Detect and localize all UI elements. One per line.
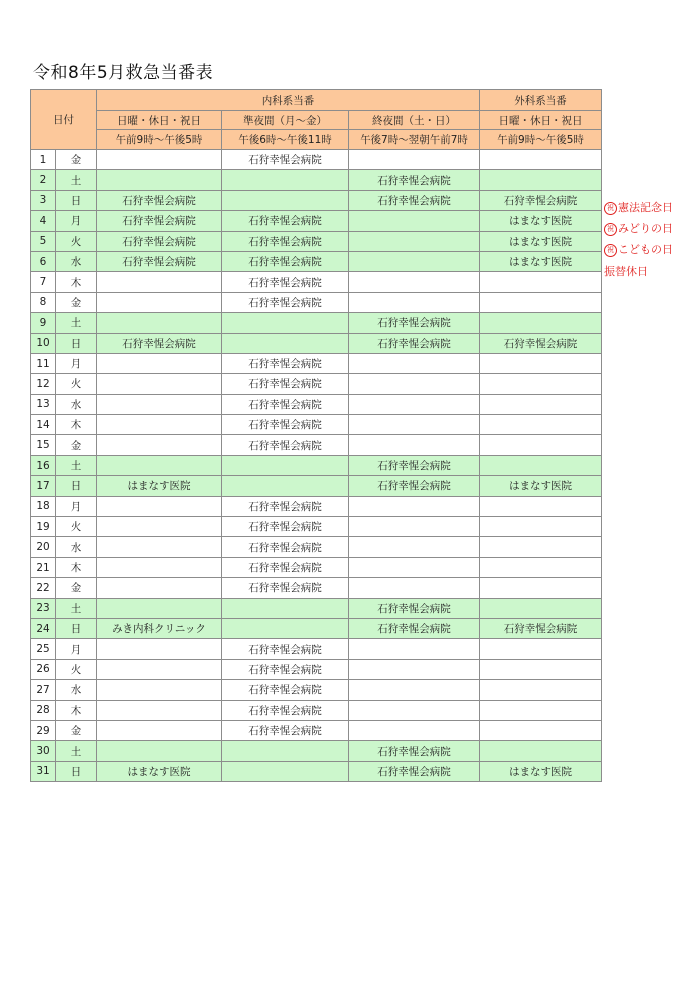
day-number-cell: 28 [31,700,56,720]
weekday-cell: 月 [56,496,97,516]
table-row [31,557,602,577]
internal-semi-night-cell [222,313,349,333]
day-number-cell: 31 [31,761,56,781]
table-row [31,720,602,740]
internal-semi-night-cell: 石狩幸惺会病院 [222,231,349,251]
internal-semi-night-cell: 石狩幸惺会病院 [222,353,349,373]
internal-holiday-day-cell [97,292,222,312]
table-row [31,496,602,516]
weekday-cell: 金 [56,150,97,170]
internal-semi-night-cell [222,455,349,475]
internal-semi-night-cell: 石狩幸惺会病院 [222,659,349,679]
internal-semi-night-cell [222,598,349,618]
internal-semi-night-cell: 石狩幸惺会病院 [222,211,349,231]
surgery-holiday-day-cell [480,639,602,659]
internal-all-night-cell [349,150,480,170]
weekday-cell: 金 [56,720,97,740]
internal-holiday-day-cell [97,639,222,659]
weekday-cell: 土 [56,598,97,618]
surgery-holiday-day-cell [480,435,602,455]
surgery-holiday-day-cell: はまなす医院 [480,761,602,781]
table-row [31,761,602,781]
weekday-cell: 水 [56,537,97,557]
surgery-holiday-day-cell [480,537,602,557]
holiday-mark-icon: 祝 [604,244,617,257]
internal-holiday-day-cell [97,150,222,170]
day-number-cell: 20 [31,537,56,557]
internal-semi-night-cell: 石狩幸惺会病院 [222,496,349,516]
table-row [31,455,602,475]
surgery-holiday-day-cell: 石狩幸惺会病院 [480,190,602,210]
internal-semi-night-cell [222,170,349,190]
surgery-holiday-day-cell [480,700,602,720]
internal-holiday-day-cell [97,741,222,761]
internal-medicine-group-header: 内科系当番 [97,90,480,111]
column-header-hours: 午前9時～午後5時 [480,130,602,150]
weekday-cell: 木 [56,557,97,577]
holiday-name: こどもの日 [618,243,673,257]
weekday-cell: 火 [56,231,97,251]
internal-holiday-day-cell: 石狩幸惺会病院 [97,211,222,231]
internal-all-night-cell [349,231,480,251]
internal-holiday-day-cell [97,557,222,577]
surgery-holiday-day-cell: 石狩幸惺会病院 [480,618,602,638]
surgery-group-header: 外科系当番 [480,90,602,111]
weekday-cell: 土 [56,741,97,761]
surgery-holiday-day-cell: 石狩幸惺会病院 [480,333,602,353]
internal-semi-night-cell: 石狩幸惺会病院 [222,251,349,271]
day-number-cell: 24 [31,618,56,638]
internal-holiday-day-cell: 石狩幸惺会病院 [97,251,222,271]
weekday-cell: 火 [56,374,97,394]
holiday-mark-icon: 祝 [604,223,617,236]
weekday-cell: 日 [56,761,97,781]
internal-all-night-cell [349,251,480,271]
internal-holiday-day-cell: 石狩幸惺会病院 [97,190,222,210]
internal-holiday-day-cell [97,659,222,679]
table-row [31,700,602,720]
surgery-holiday-day-cell: はまなす医院 [480,251,602,271]
holiday-name: 振替休日 [604,264,648,278]
internal-semi-night-cell: 石狩幸惺会病院 [222,435,349,455]
internal-semi-night-cell [222,333,349,353]
internal-all-night-cell: 石狩幸惺会病院 [349,618,480,638]
table-row [31,150,602,170]
internal-all-night-cell [349,272,480,292]
surgery-holiday-day-cell [480,517,602,537]
internal-semi-night-cell: 石狩幸惺会病院 [222,374,349,394]
day-number-cell: 5 [31,231,56,251]
internal-all-night-cell: 石狩幸惺会病院 [349,741,480,761]
surgery-holiday-day-cell: はまなす医院 [480,476,602,496]
internal-semi-night-cell [222,190,349,210]
table-row [31,639,602,659]
internal-all-night-cell [349,517,480,537]
surgery-holiday-day-cell [480,741,602,761]
internal-all-night-cell [349,211,480,231]
internal-all-night-cell [349,496,480,516]
table-row [31,598,602,618]
day-number-cell: 30 [31,741,56,761]
internal-semi-night-cell: 石狩幸惺会病院 [222,150,349,170]
weekday-cell: 金 [56,578,97,598]
internal-all-night-cell: 石狩幸惺会病院 [349,761,480,781]
internal-holiday-day-cell [97,700,222,720]
table-row [31,394,602,414]
internal-holiday-day-cell: 石狩幸惺会病院 [97,231,222,251]
surgery-holiday-day-cell [480,455,602,475]
internal-all-night-cell: 石狩幸惺会病院 [349,190,480,210]
surgery-holiday-day-cell [480,578,602,598]
day-number-cell: 8 [31,292,56,312]
surgery-holiday-day-cell [480,659,602,679]
column-header-hours: 午後7時～翌朝午前7時 [349,130,480,150]
internal-all-night-cell [349,353,480,373]
date-header: 日付 [31,90,97,150]
holiday-note [604,241,673,257]
day-number-cell: 21 [31,557,56,577]
internal-all-night-cell: 石狩幸惺会病院 [349,170,480,190]
weekday-cell: 火 [56,659,97,679]
day-number-cell: 26 [31,659,56,679]
internal-holiday-day-cell [97,313,222,333]
internal-semi-night-cell: 石狩幸惺会病院 [222,578,349,598]
holiday-note [604,220,673,236]
weekday-cell: 木 [56,272,97,292]
internal-semi-night-cell: 石狩幸惺会病院 [222,639,349,659]
holiday-name: みどりの日 [618,222,673,236]
surgery-holiday-day-cell [480,150,602,170]
surgery-holiday-day-cell [480,272,602,292]
holiday-note [604,263,648,279]
internal-holiday-day-cell: はまなす医院 [97,476,222,496]
internal-all-night-cell [349,435,480,455]
day-number-cell: 16 [31,455,56,475]
internal-all-night-cell [349,557,480,577]
day-number-cell: 3 [31,190,56,210]
surgery-holiday-day-cell [480,353,602,373]
internal-holiday-day-cell: 石狩幸惺会病院 [97,333,222,353]
day-number-cell: 17 [31,476,56,496]
table-row [31,659,602,679]
day-number-cell: 4 [31,211,56,231]
holiday-note [604,199,673,215]
internal-all-night-cell: 石狩幸惺会病院 [349,313,480,333]
table-row [31,272,602,292]
internal-semi-night-cell: 石狩幸惺会病院 [222,415,349,435]
internal-all-night-cell [349,720,480,740]
internal-semi-night-cell [222,476,349,496]
internal-all-night-cell [349,680,480,700]
day-number-cell: 1 [31,150,56,170]
day-number-cell: 9 [31,313,56,333]
table-row [31,741,602,761]
table-row [31,292,602,312]
internal-semi-night-cell: 石狩幸惺会病院 [222,394,349,414]
column-header-hours: 午後6時～午後11時 [222,130,349,150]
weekday-cell: 土 [56,313,97,333]
internal-all-night-cell [349,394,480,414]
day-number-cell: 10 [31,333,56,353]
day-number-cell: 12 [31,374,56,394]
weekday-cell: 水 [56,680,97,700]
roster-body [31,150,602,782]
table-row [31,251,602,271]
internal-holiday-day-cell [97,415,222,435]
day-number-cell: 25 [31,639,56,659]
day-number-cell: 6 [31,251,56,271]
duty-roster-table [30,89,602,782]
surgery-holiday-day-cell [480,720,602,740]
surgery-holiday-day-cell [480,598,602,618]
internal-all-night-cell [349,578,480,598]
weekday-cell: 金 [56,292,97,312]
internal-holiday-day-cell [97,455,222,475]
day-number-cell: 29 [31,720,56,740]
table-row [31,313,602,333]
internal-holiday-day-cell [97,598,222,618]
internal-holiday-day-cell [97,496,222,516]
internal-holiday-day-cell [97,537,222,557]
internal-all-night-cell: 石狩幸惺会病院 [349,598,480,618]
internal-holiday-day-cell [97,720,222,740]
table-row [31,170,602,190]
internal-semi-night-cell [222,618,349,638]
weekday-cell: 日 [56,618,97,638]
day-number-cell: 15 [31,435,56,455]
surgery-holiday-day-cell [480,313,602,333]
internal-holiday-day-cell: はまなす医院 [97,761,222,781]
table-row [31,680,602,700]
internal-holiday-day-cell [97,517,222,537]
page-title: 令和8年5月救急当番表 [33,63,214,83]
surgery-holiday-day-cell [480,292,602,312]
internal-all-night-cell [349,292,480,312]
table-row [31,211,602,231]
internal-holiday-day-cell [97,272,222,292]
weekday-cell: 木 [56,700,97,720]
internal-semi-night-cell: 石狩幸惺会病院 [222,720,349,740]
internal-all-night-cell: 石狩幸惺会病院 [349,333,480,353]
internal-all-night-cell: 石狩幸惺会病院 [349,455,480,475]
weekday-cell: 金 [56,435,97,455]
internal-holiday-day-cell [97,680,222,700]
table-row [31,517,602,537]
internal-all-night-cell [349,537,480,557]
weekday-cell: 水 [56,251,97,271]
internal-all-night-cell [349,415,480,435]
day-number-cell: 19 [31,517,56,537]
internal-holiday-day-cell [97,578,222,598]
internal-semi-night-cell [222,761,349,781]
weekday-cell: 土 [56,455,97,475]
weekday-cell: 水 [56,394,97,414]
table-row [31,415,602,435]
day-number-cell: 14 [31,415,56,435]
surgery-holiday-day-cell [480,170,602,190]
weekday-cell: 日 [56,190,97,210]
holiday-mark-icon: 祝 [604,202,617,215]
table-row [31,476,602,496]
internal-holiday-day-cell [97,394,222,414]
day-number-cell: 23 [31,598,56,618]
surgery-holiday-day-cell: はまなす医院 [480,211,602,231]
internal-all-night-cell: 石狩幸惺会病院 [349,476,480,496]
internal-semi-night-cell [222,741,349,761]
surgery-holiday-day-cell: はまなす医院 [480,231,602,251]
table-row [31,578,602,598]
weekday-cell: 日 [56,476,97,496]
table-row [31,353,602,373]
day-number-cell: 13 [31,394,56,414]
internal-all-night-cell [349,700,480,720]
weekday-cell: 日 [56,333,97,353]
internal-semi-night-cell: 石狩幸惺会病院 [222,537,349,557]
weekday-cell: 土 [56,170,97,190]
table-row [31,618,602,638]
column-header-label: 準夜間（月～金） [222,111,349,130]
internal-holiday-day-cell [97,374,222,394]
holiday-name: 憲法記念日 [618,200,673,214]
internal-all-night-cell [349,659,480,679]
internal-holiday-day-cell [97,170,222,190]
internal-holiday-day-cell [97,353,222,373]
surgery-holiday-day-cell [480,557,602,577]
table-row [31,435,602,455]
day-number-cell: 7 [31,272,56,292]
column-header-label: 日曜・休日・祝日 [97,111,222,130]
internal-all-night-cell [349,639,480,659]
weekday-cell: 月 [56,353,97,373]
table-row [31,333,602,353]
weekday-cell: 月 [56,211,97,231]
table-row [31,231,602,251]
column-header-hours: 午前9時～午後5時 [97,130,222,150]
day-number-cell: 22 [31,578,56,598]
surgery-holiday-day-cell [480,394,602,414]
weekday-cell: 月 [56,639,97,659]
internal-holiday-day-cell [97,435,222,455]
column-header-label: 日曜・休日・祝日 [480,111,602,130]
day-number-cell: 11 [31,353,56,373]
internal-holiday-day-cell: みき内科クリニック [97,618,222,638]
surgery-holiday-day-cell [480,415,602,435]
surgery-holiday-day-cell [480,680,602,700]
table-row [31,537,602,557]
weekday-cell: 木 [56,415,97,435]
day-number-cell: 18 [31,496,56,516]
table-row [31,374,602,394]
internal-semi-night-cell: 石狩幸惺会病院 [222,292,349,312]
weekday-cell: 火 [56,517,97,537]
internal-semi-night-cell: 石狩幸惺会病院 [222,517,349,537]
day-number-cell: 2 [31,170,56,190]
internal-semi-night-cell: 石狩幸惺会病院 [222,272,349,292]
column-header-label: 終夜間（土・日） [349,111,480,130]
internal-semi-night-cell: 石狩幸惺会病院 [222,557,349,577]
surgery-holiday-day-cell [480,496,602,516]
surgery-holiday-day-cell [480,374,602,394]
internal-semi-night-cell: 石狩幸惺会病院 [222,700,349,720]
internal-all-night-cell [349,374,480,394]
day-number-cell: 27 [31,680,56,700]
table-row [31,190,602,210]
internal-semi-night-cell: 石狩幸惺会病院 [222,680,349,700]
